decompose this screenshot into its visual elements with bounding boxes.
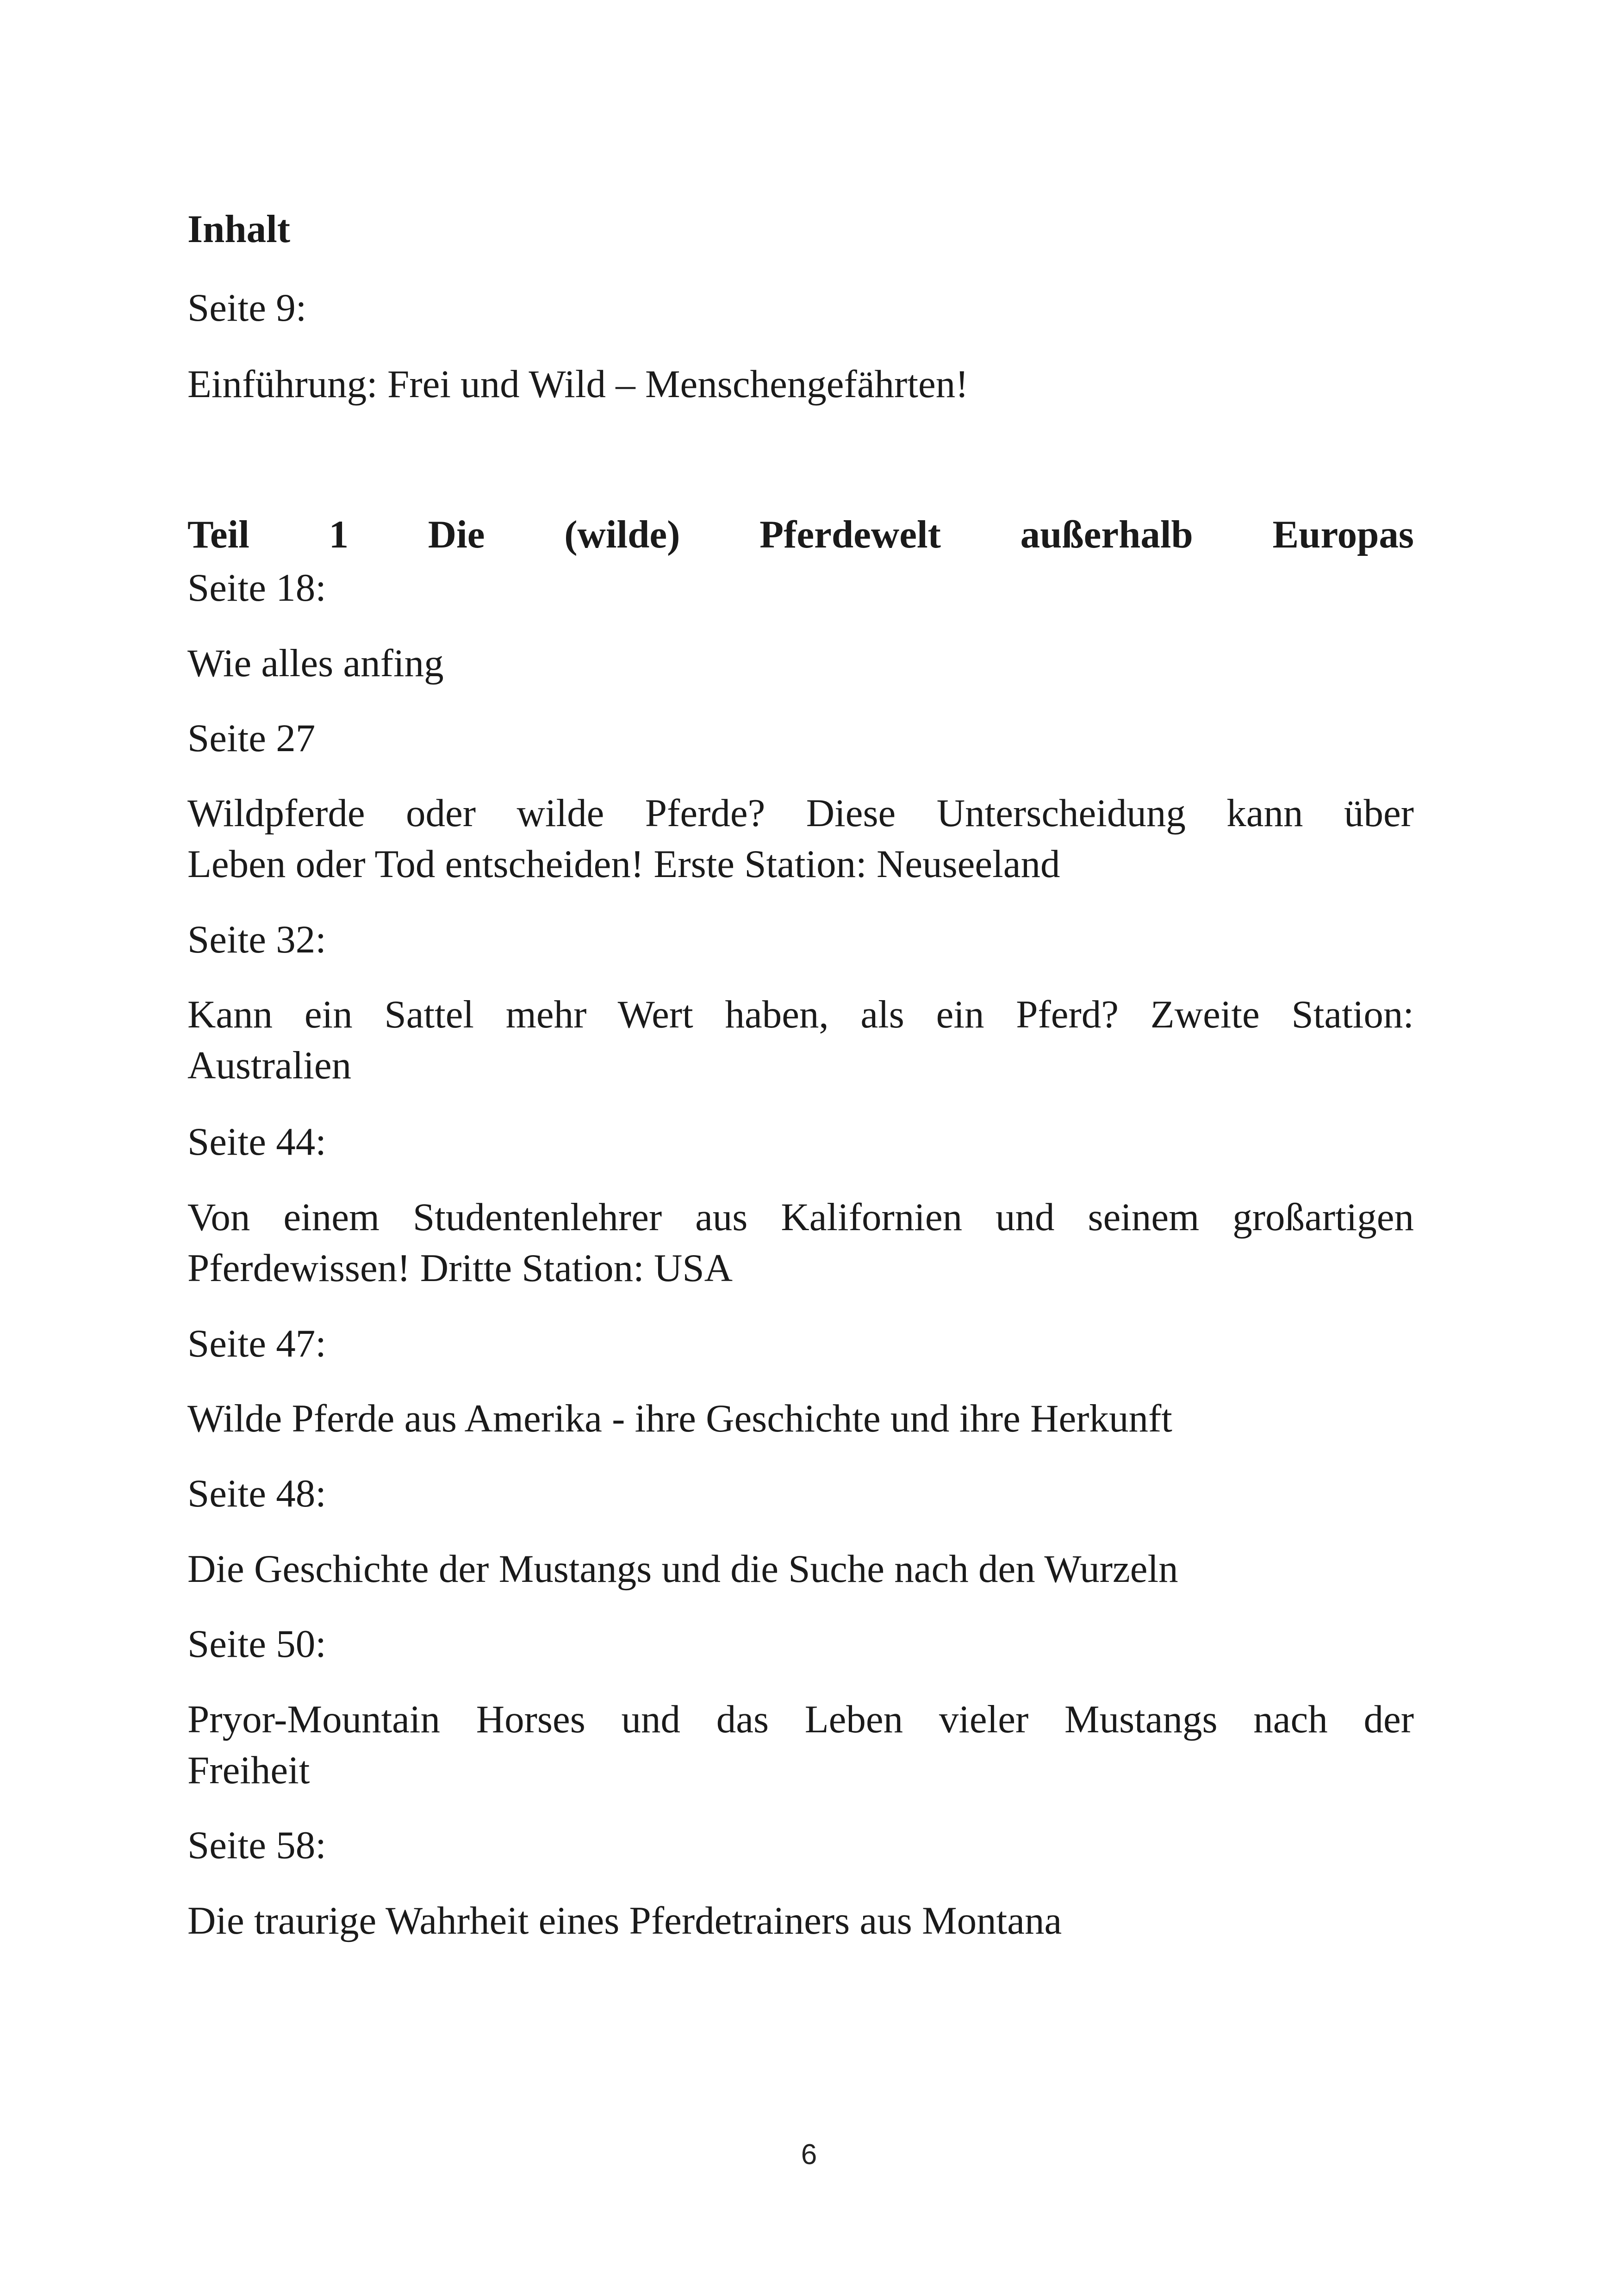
entry-title-line: Leben oder Tod entscheiden! Erste Station: Neuseeland: [187, 842, 1060, 886]
page-number: 6: [801, 2139, 817, 2171]
entry-title-line: Australien: [187, 1044, 352, 1087]
entry-title-line: Pryor-Mountain Horses und das Leben vieler Mustangs nach der: [187, 1698, 1414, 1741]
entry-title-line: Wie alles anfing: [187, 641, 444, 685]
intro-title: Einführung: Frei und Wild – Menschengefährten!: [187, 362, 969, 406]
entry-title-line: Wilde Pferde aus Amerika - ihre Geschichte und ihre Herkunft: [187, 1397, 1172, 1440]
entry-title-line: Die traurige Wahrheit eines Pferdetrainers aus Montana: [187, 1899, 1062, 1942]
entry-title-line: Von einem Studentenlehrer aus Kalifornien und seinem großartigen: [187, 1195, 1414, 1239]
entry-page-ref: Seite 48:: [187, 1472, 326, 1515]
entry-title-line: Kann ein Sattel mehr Wert haben, als ein Pferd? Zweite Station:: [187, 993, 1414, 1036]
toc-title: Inhalt: [187, 207, 291, 251]
entry-page-ref: Seite 18:: [187, 566, 326, 610]
entry-page-ref: Seite 50:: [187, 1622, 326, 1666]
entry-page-ref: Seite 58:: [187, 1823, 326, 1867]
entry-title-line: Pferdewissen! Dritte Station: USA: [187, 1246, 733, 1290]
entry-page-ref: Seite 32:: [187, 918, 326, 961]
entry-title-line: Wildpferde oder wilde Pferde? Diese Unterscheidung kann über: [187, 791, 1414, 835]
entry-page-ref: Seite 47:: [187, 1322, 326, 1365]
entry-title-line: Freiheit: [187, 1748, 310, 1792]
entry-page-ref: Seite 27: [187, 716, 316, 760]
entry-title-line: Die Geschichte der Mustangs und die Suche nach den Wurzeln: [187, 1547, 1178, 1591]
part1-heading: Teil 1 Die (wilde) Pferdewelt außerhalb Europas: [187, 513, 1414, 556]
intro-page-ref: Seite 9:: [187, 286, 307, 330]
entry-page-ref: Seite 44:: [187, 1120, 326, 1164]
